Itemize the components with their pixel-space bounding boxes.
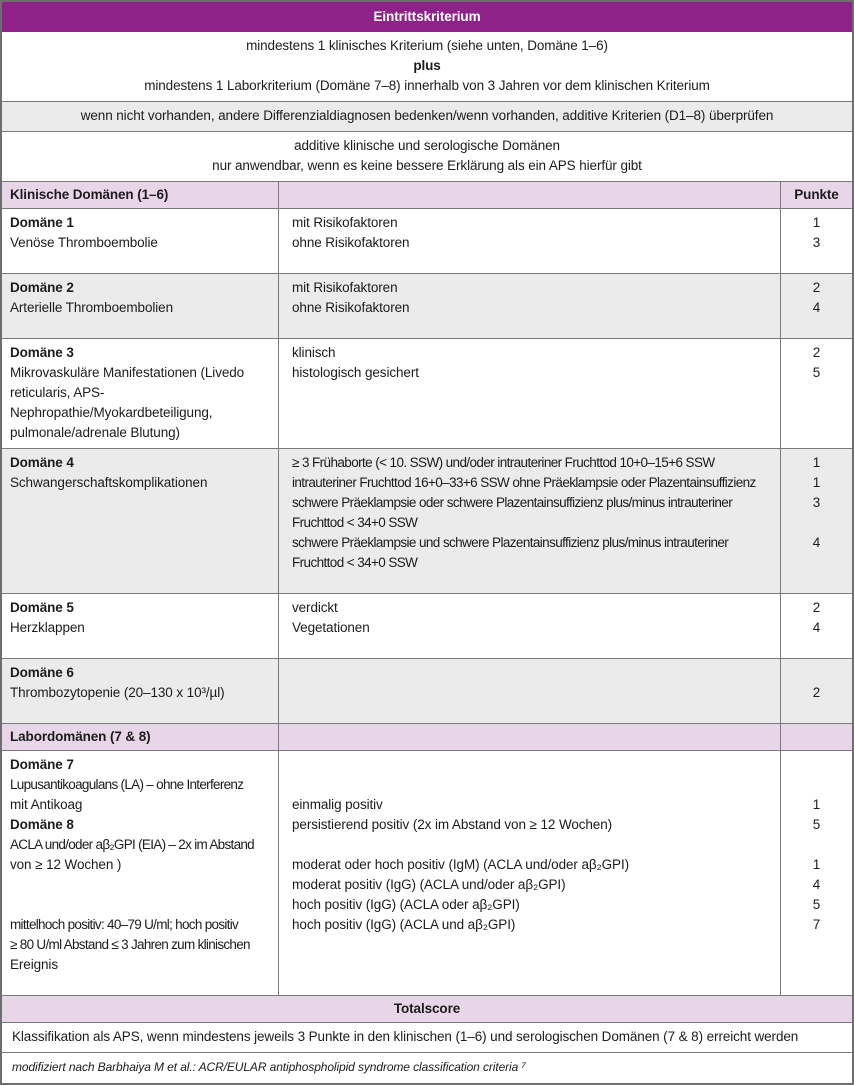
criterion-points: 2 [780,594,852,618]
criterion-points: 4 [780,618,852,638]
domain-7-desc-line: Lupusantikoagulans (LA) – ohne Interferenz [10,777,244,792]
domain-row-4 [2,448,852,593]
entry-plus: plus [413,58,441,73]
criterion-text: hoch positiv (IgG) (ACLA oder aβ₂GPI) [292,897,520,912]
clinical-domains-label: Klinische Domänen (1–6) [2,182,279,208]
domain-6-name: Domäne 6 [10,665,74,680]
totalscore-header: Totalscore [2,995,852,1022]
criterion-row [279,955,852,975]
lab-left-blank [10,895,270,915]
criterion-points [780,253,852,273]
criterion-text [279,835,780,855]
points-column-label: Punkte [780,182,852,208]
criterion-row [279,751,852,775]
domain-4-cell [2,449,279,593]
entry-criterion-header [2,2,852,32]
domain-2-criteria [279,274,852,338]
criterion-text: schwere Präeklampsie und schwere Plazentainsuffizienz plus/minus intrauteriner Fruchttod < 34+0 SSW [292,535,729,570]
domain-1-cell [2,209,279,273]
criterion-row [279,915,852,935]
classification-rule: Klassifikation als APS, wenn mindestens jeweils 3 Punkte in den klinischen (1–6) und serologischen Domänen (7 & 8) erreicht werden [2,1022,852,1052]
lab-threshold-line: ≥ 80 U/ml Abstand ≤ 3 Jahren zum klinischen [10,937,250,952]
criterion-points: 5 [780,895,852,915]
criterion-filler [279,573,852,593]
criterion-points: 4 [780,533,852,573]
criterion-row [279,363,852,383]
domain-3-cell [2,339,279,448]
criterion-points: 1 [780,795,852,815]
criterion-points [780,751,852,775]
domain-5-criteria [279,594,852,658]
lab-section-criteria [279,751,852,995]
criterion-filler [279,318,852,338]
criterion-text [279,935,780,955]
domain-4-name: Domäne 4 [10,455,74,470]
criterion-points [780,703,852,723]
criterion-row [279,683,852,703]
criterion-points [780,383,852,448]
criterion-row [279,618,852,638]
additive-domains-section [2,131,852,181]
criterion-row [279,935,852,955]
criterion-text: moderat oder hoch positiv (IgM) (ACLA und/oder aβ₂GPI) [292,857,630,872]
criterion-row [279,875,852,895]
entry-criterion-title: Eintrittskriterium [373,9,481,24]
domain-7-desc-line: mit Antikoag [10,797,83,812]
criterion-text: moderat positiv (IgG) (ACLA und/oder aβ₂GPI) [292,877,566,892]
criterion-row [279,473,852,493]
domain-6-desc: Thrombozytopenie (20–130 x 10³/µl) [10,685,225,700]
criterion-points: 5 [780,363,852,383]
criterion-text: mit Risikofaktoren [292,280,398,295]
criterion-text: persistierend positiv (2x im Abstand von ≥ 12 Wochen) [292,817,613,832]
criterion-points [780,573,852,593]
criterion-points: 5 [780,815,852,835]
domain-3-criteria [279,339,852,448]
criterion-row [279,449,852,473]
criterion-points [780,955,852,975]
additive-line-2: nur anwendbar, wenn es keine bessere Erklärung als ein APS hierfür gibt [212,158,642,173]
domain-8-name: Domäne 8 [10,817,74,832]
criterion-text [279,573,780,593]
criterion-points [780,835,852,855]
criterion-points: 2 [780,683,852,703]
domain-5-name: Domäne 5 [10,600,74,615]
domain-1-desc: Venöse Thromboembolie [10,235,158,250]
lab-section-left-cell [2,751,279,995]
criterion-text [279,253,780,273]
criterion-text: hoch positiv (IgG) (ACLA und aβ₂GPI) [292,917,516,932]
lab-domains-points-spacer [780,724,852,750]
lab-domains-header-spacer [279,724,780,750]
criterion-filler [279,383,852,448]
source-citation: modifiziert nach Barbhaiya M et al.: ACR/EULAR antiphospholipid syndrome classification criteria ⁷ [2,1052,852,1083]
lab-threshold-line: Ereignis [10,957,58,972]
criterion-points [780,775,852,795]
criterion-text: ohne Risikofaktoren [292,235,410,250]
criterion-row [279,298,852,318]
criterion-text [279,383,780,448]
criterion-row [279,659,852,683]
criterion-points: 2 [780,274,852,298]
criterion-row [279,533,852,573]
domain-8-desc-line: von ≥ 12 Wochen ) [10,857,122,872]
criterion-text: mit Risikofaktoren [292,215,398,230]
criterion-filler [279,638,852,658]
criterion-text: klinisch [292,345,336,360]
domain-6-cell [2,659,279,723]
lab-section-row [2,750,852,995]
criterion-row [279,233,852,253]
criterion-row [279,594,852,618]
domain-1-name: Domäne 1 [10,215,74,230]
criterion-points: 4 [780,298,852,318]
differential-note: wenn nicht vorhanden, andere Differenzialdiagnosen bedenken/wenn vorhanden, additive Kriterien (D1–8) überprüfen [2,101,852,131]
criterion-row [279,775,852,795]
domain-row-3 [2,338,852,448]
domain-5-desc: Herzklappen [10,620,85,635]
domain-5-cell [2,594,279,658]
criterion-text: histologisch gesichert [292,365,419,380]
criterion-points [780,318,852,338]
criterion-points: 1 [780,473,852,493]
criterion-points: 1 [780,855,852,875]
lab-domains-label: Labordomänen (7 & 8) [2,724,279,750]
domain-row-2 [2,273,852,338]
domain-6-criteria [279,659,852,723]
criterion-text [279,703,780,723]
criterion-text [279,975,780,995]
criterion-row [279,815,852,835]
criterion-points [780,659,852,683]
entry-line-2: mindestens 1 Laborkriterium (Domäne 7–8) innerhalb von 3 Jahren vor dem klinischen Kriterium [144,78,710,93]
domain-2-cell [2,274,279,338]
domain-1-criteria [279,209,852,273]
criterion-text: ohne Risikofaktoren [292,300,410,315]
criterion-text: Vegetationen [292,620,370,635]
criterion-filler [279,975,852,995]
criterion-row [279,209,852,233]
criterion-text: schwere Präeklampsie oder schwere Plazentainsuffizienz plus/minus intrauteriner Fruchttod < 34+0 SSW [292,495,733,530]
criterion-points: 1 [780,209,852,233]
domain-row-5 [2,593,852,658]
criterion-text: einmalig positiv [292,797,383,812]
criterion-points: 3 [780,233,852,253]
criterion-row [279,274,852,298]
criterion-text [279,751,780,775]
domain-3-name: Domäne 3 [10,345,74,360]
criterion-points: 1 [780,449,852,473]
lab-domains-header-row [2,723,852,750]
domain-4-desc: Schwangerschaftskomplikationen [10,475,208,490]
criterion-points: 3 [780,493,852,533]
entry-line-1: mindestens 1 klinisches Kriterium (siehe unten, Domäne 1–6) [246,38,608,53]
criterion-points [780,975,852,995]
clinical-domains-header-spacer [279,182,780,208]
lab-left-blank [10,875,270,895]
criterion-text [279,659,780,683]
criterion-row [279,895,852,915]
domain-8-desc-line: ACLA und/oder aβ₂GPI (EIA) – 2x im Abstand [10,837,254,852]
domain-row-6 [2,658,852,723]
lab-threshold-line: mittelhoch positiv: 40–79 U/ml; hoch positiv [10,917,239,932]
criterion-row [279,339,852,363]
criterion-points: 2 [780,339,852,363]
domain-2-name: Domäne 2 [10,280,74,295]
criterion-text: intrauteriner Fruchttod 16+0–33+6 SSW ohne Präeklampsie oder Plazentainsuffizienz [292,475,756,490]
criterion-text [279,683,780,703]
domain-4-criteria [279,449,852,593]
criterion-row [279,855,852,875]
domain-7-name: Domäne 7 [10,757,74,772]
criterion-text [279,638,780,658]
criterion-points: 4 [780,875,852,895]
criterion-row [279,835,852,855]
criterion-text [279,318,780,338]
criterion-filler [279,253,852,273]
entry-criteria-section [2,32,852,101]
domain-2-desc: Arterielle Thromboembolien [10,300,173,315]
additive-line-1: additive klinische und serologische Domänen [294,138,560,153]
criterion-text: ≥ 3 Frühaborte (< 10. SSW) und/oder intrauteriner Fruchttod 10+0–15+6 SSW [292,455,715,470]
criterion-text [279,775,780,795]
criterion-text [279,955,780,975]
criterion-points [780,638,852,658]
domain-3-desc: Mikrovaskuläre Manifestationen (Livedo reticularis, APS-Nephropathie/Myokardbeteiligung, pulmonale/adrenale Blutung) [10,365,245,440]
criterion-points: 7 [780,915,852,935]
criterion-text: verdickt [292,600,338,615]
criterion-row [279,493,852,533]
criterion-filler [279,703,852,723]
domain-row-1 [2,208,852,273]
clinical-domains-header-row [2,181,852,208]
criterion-points [780,935,852,955]
criterion-row [279,795,852,815]
